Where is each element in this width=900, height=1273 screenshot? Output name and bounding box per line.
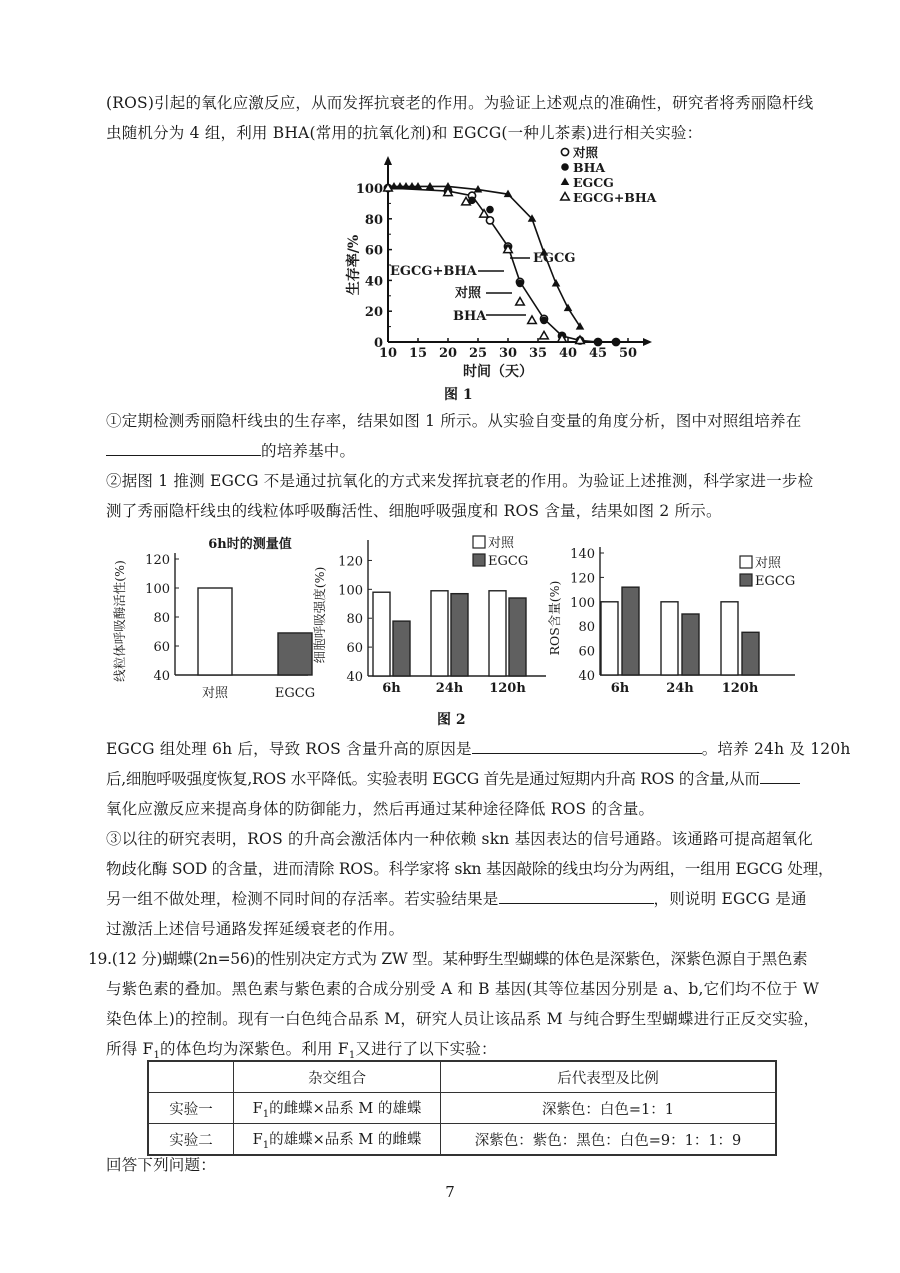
legend-swatch: [740, 556, 752, 568]
y-tick-label: 100: [355, 182, 383, 197]
q2b-line-2-prefix: 后,细胞呼吸强度恢复,ROS 水平降低。实验表明 EGCG 首先是通过短期内升高 ROS 的含量,从而: [106, 770, 760, 788]
data-point: [576, 336, 585, 344]
experiment-name: 实验一: [148, 1093, 234, 1124]
q1-line-2: [106, 441, 355, 461]
y-tick-label: 60: [364, 243, 383, 259]
q3-line-3-prefix: 另一组不做处理，检测不同时间的存活率。若实验结果是: [106, 890, 499, 908]
cross-text: F: [252, 1131, 263, 1148]
bar: [393, 621, 410, 676]
y-tick-label: 40: [153, 669, 170, 684]
q1-line-2-text: 的培养基中。: [261, 442, 356, 460]
x-category-label: 24h: [666, 681, 694, 696]
y-tick-label: 60: [153, 640, 170, 655]
y-tick-label: 60: [578, 644, 595, 660]
cross-combination: [234, 1124, 441, 1156]
cross-text: 的雌蝶×品系 M 的雄蝶: [269, 1100, 422, 1117]
bar: [661, 602, 678, 675]
figure-1-caption: 图 1: [444, 387, 473, 403]
x-tick-label: 25: [468, 346, 488, 361]
x-tick-label: 40: [558, 346, 578, 361]
x-tick-label: 15: [408, 346, 428, 361]
legend-item: [561, 175, 614, 190]
y-tick-label: 80: [578, 620, 595, 636]
y-tick-label: 80: [153, 611, 170, 626]
bar: [622, 587, 639, 675]
q3-line-2: 物歧化酶 SOD 的含量，进而清除 ROS。科学家将 skn 基因敲除的线虫均分为两组，一组用 EGCG 处理，: [106, 860, 834, 878]
y-axis-label: 生存率/%: [346, 234, 362, 296]
y-axis-label: 线粒体呼吸酶活性(%): [112, 560, 127, 682]
y-tick-label: 140: [570, 547, 595, 562]
x-axis-label: 时间（天）: [463, 364, 533, 380]
x-axis-arrow: [643, 338, 652, 346]
bar: [278, 633, 312, 675]
offspring-ratio: 深紫色：紫色：黑色：白色=9：1：1：9: [441, 1124, 777, 1156]
x-category-label: 24h: [435, 681, 464, 696]
x-category-label: EGCG: [274, 686, 316, 701]
data-point: [516, 280, 524, 288]
cross-text: 的雄蝶×品系 M 的雌蝶: [269, 1131, 422, 1148]
annotation-label: EGCG: [533, 251, 576, 266]
q2b-line-2: [106, 769, 800, 789]
table-row: [148, 1093, 776, 1124]
figure-2-ros-chart: [545, 540, 805, 710]
cross-combination: [234, 1093, 441, 1124]
legend-label: BHA: [573, 160, 606, 175]
bar: [682, 614, 699, 675]
legend-marker: [561, 148, 568, 155]
bar: [509, 598, 526, 676]
answer-blank-4[interactable]: [499, 889, 654, 904]
q19-line-3: 染色体上)的控制。现有一白色纯合品系 M，研究人员让该品系 M 与纯合野生型蝴蝶进行正反交实验，: [106, 1010, 820, 1028]
figure-2-enzyme-activity-chart: [110, 530, 316, 710]
x-tick-label: 35: [528, 346, 548, 361]
intro-line-1: (ROS)引起的氧化应激反应，从而发挥抗衰老的作用。为验证上述观点的准确性，研究者将秀丽隐杆线: [106, 94, 814, 112]
y-tick-label: 80: [364, 212, 383, 228]
x-tick-label: 50: [618, 346, 638, 361]
y-tick-label: 20: [364, 305, 383, 321]
legend-swatch: [473, 554, 485, 566]
x-category-label: 120h: [721, 681, 759, 696]
experiment-name: 实验二: [148, 1124, 234, 1156]
cross-sub: 1: [262, 1108, 270, 1120]
x-tick-label: 45: [588, 346, 608, 361]
x-category-label: 6h: [610, 681, 630, 696]
q2-line-1: ②据图 1 推测 EGCG 不是通过抗氧化的方式来发挥抗衰老的作用。为验证上述推测，科学家进一步检: [106, 472, 814, 490]
table-header-cell: 后代表型及比例: [441, 1061, 777, 1093]
q19-text-b: 的体色均为深紫色。利用 F: [160, 1040, 349, 1058]
q19-line-1: 19.(12 分)蝴蝶(2n=56)的性别决定方式为 ZW 型。某种野生型蝴蝶的体色是深紫色，深紫色源自于黑色素: [88, 950, 808, 968]
q1-line-1: ①定期检测秀丽隐杆线虫的生存率，结果如图 1 所示。从实验自变量的角度分析，图中对照组培养在: [106, 412, 802, 430]
legend-marker: [561, 193, 570, 201]
legend-label: 对照: [488, 536, 515, 551]
x-category-label: 120h: [489, 681, 526, 696]
table-header-cell: [148, 1061, 234, 1093]
cross-text: F: [252, 1100, 263, 1117]
figure-1-survival-chart: [340, 140, 670, 380]
bar: [431, 591, 448, 676]
data-point: [594, 338, 602, 346]
x-tick-label: 20: [438, 346, 458, 361]
legend-item: [561, 160, 605, 175]
data-point: [486, 206, 494, 214]
annotation-label: EGCG+BHA: [390, 264, 477, 279]
q2b-line-1: [106, 739, 851, 759]
y-tick-label: 80: [346, 612, 363, 628]
chart-title: 6h时的测量值: [208, 537, 292, 552]
bar: [721, 602, 738, 675]
y-tick-label: 40: [364, 274, 383, 290]
q3-line-1: ③以往的研究表明，ROS 的升高会激活体内一种依赖 skn 基因表达的信号通路。该通路可提高超氧化: [106, 830, 813, 848]
bar: [489, 591, 506, 676]
legend-swatch: [740, 574, 752, 586]
q2b-line-1-suffix: 。培养 24h 及 120h: [701, 740, 851, 758]
legend-label: EGCG+BHA: [573, 190, 657, 205]
q19-text-c: 又进行了以下实验：: [355, 1040, 497, 1058]
q3-line-4: 过激活上述信号通路发挥延缓衰老的作用。: [106, 920, 405, 938]
q19-sub-1: 1: [153, 1050, 161, 1062]
legend-label: 对照: [573, 145, 599, 160]
cross-sub: 1: [262, 1139, 270, 1151]
data-point: [552, 279, 561, 287]
q3-line-3-suffix: ，则说明 EGCG 是通: [653, 890, 807, 908]
data-point: [516, 297, 525, 305]
table-header-row: [148, 1061, 776, 1093]
legend-marker: [561, 178, 570, 186]
figure-2-respiration-chart: [310, 530, 550, 710]
q2b-line-1-prefix: EGCG 组处理 6h 后，导致 ROS 含量升高的原因是: [106, 740, 472, 758]
legend-label: EGCG: [488, 554, 529, 569]
table-header-cell: 杂交组合: [234, 1061, 441, 1093]
y-tick-label: 40: [578, 669, 595, 684]
data-point: [528, 316, 537, 324]
answer-blank-3[interactable]: [760, 769, 800, 784]
y-tick-label: 100: [338, 583, 363, 599]
legend-item: [561, 190, 657, 205]
y-tick-label: 40: [346, 670, 363, 685]
annotation-label: BHA: [453, 309, 487, 324]
y-tick-label: 0: [373, 336, 383, 351]
cross-experiment-table: [147, 1060, 777, 1156]
bar: [373, 592, 390, 676]
q19-line-2: 与紫色素的叠加。黑色素与紫色素的合成分别受 A 和 B 基因(其等位基因分别是 a、b,它们均不位于 W: [106, 980, 820, 998]
legend-swatch: [473, 536, 485, 548]
y-tick-label: 100: [570, 595, 595, 611]
bar: [451, 594, 468, 676]
bar: [601, 602, 618, 675]
data-point: [540, 331, 549, 339]
q19-sub-2: 1: [348, 1050, 356, 1062]
q3-line-3: [106, 889, 807, 909]
y-axis-arrow: [384, 156, 392, 165]
x-category-label: 6h: [382, 681, 401, 696]
answer-blank-2[interactable]: [472, 739, 702, 754]
y-axis-label: 细胞呼吸强度(%): [312, 566, 327, 664]
legend-label: EGCG: [755, 574, 796, 589]
page-number: 7: [445, 1183, 455, 1201]
offspring-ratio: 深紫色：白色=1：1: [441, 1093, 777, 1124]
data-point: [384, 184, 393, 192]
bar: [198, 588, 232, 675]
figure-2-caption: 图 2: [437, 712, 466, 728]
bar: [742, 632, 759, 675]
x-tick-label: 30: [498, 346, 518, 361]
y-tick-label: 60: [346, 641, 363, 657]
intro-line-2: 虫随机分为 4 组，利用 BHA(常用的抗氧化剂)和 EGCG(一种儿茶素)进行相关实验：: [106, 124, 703, 142]
q19-text-a: 所得 F: [106, 1040, 154, 1058]
data-point: [564, 304, 573, 312]
y-tick-label: 120: [570, 571, 595, 587]
q2b-line-3: 氧化应激反应来提高身体的防御能力，然后再通过某种途径降低 ROS 的含量。: [106, 800, 655, 818]
q2-line-2: 测了秀丽隐杆线虫的线粒体呼吸酶活性、细胞呼吸强度和 ROS 含量，结果如图 2 所示。: [106, 502, 722, 520]
legend-marker: [561, 163, 569, 171]
table-row: [148, 1124, 776, 1156]
x-tick-label: 10: [378, 346, 398, 361]
y-tick-label: 120: [338, 554, 363, 570]
legend-label: EGCG: [573, 175, 614, 190]
legend-item: [561, 145, 598, 160]
y-tick-label: 100: [145, 582, 170, 597]
answer-blank-1[interactable]: [106, 441, 261, 456]
x-category-label: 对照: [201, 686, 229, 701]
data-point: [540, 317, 548, 325]
y-tick-label: 120: [145, 553, 170, 568]
data-point: [612, 338, 620, 346]
legend-label: 对照: [755, 556, 782, 571]
annotation-label: 对照: [455, 286, 482, 301]
y-axis-label: ROS含量(%): [547, 580, 562, 656]
outro-text: 回答下列问题：: [106, 1156, 216, 1174]
